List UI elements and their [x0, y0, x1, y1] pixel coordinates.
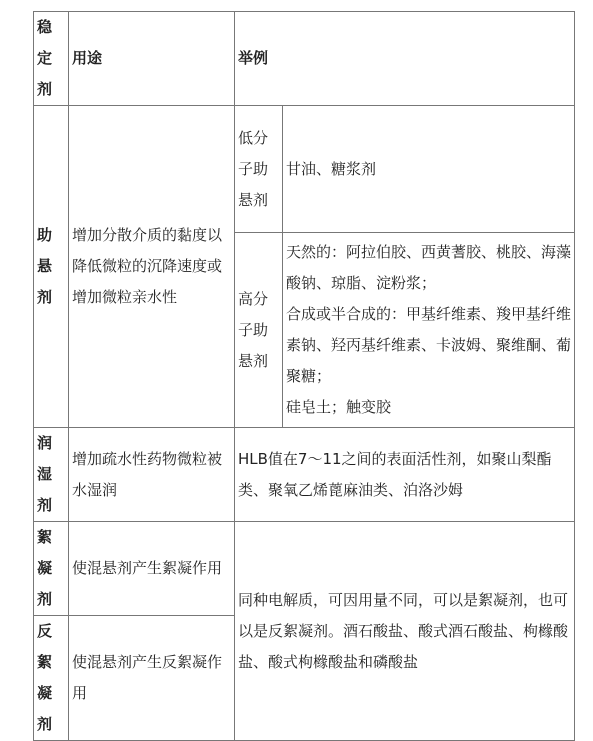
electrolyte-examples: 同种电解质，可因用量不同，可以是絮凝剂，也可以是反絮凝剂。酒石酸盐、酸式酒石酸盐、枸橼酸盐、酸式枸橼酸盐和磷酸盐 — [235, 522, 575, 741]
wetting-agent-examples: HLB值在7～11之间的表面活性剂，如聚山梨酯类、聚氧乙烯蓖麻油类、泊洛沙姆 — [235, 428, 575, 522]
natural-examples: 天然的：阿拉伯胶、西黄蓍胶、桃胶、海藻酸钠、琼脂、淀粉浆； — [286, 243, 572, 292]
flocculant-usage: 使混悬剂产生絮凝作用 — [69, 522, 235, 616]
suspending-agent-usage: 增加分散介质的黏度以降低微粒的沉降速度或增加微粒亲水性 — [69, 106, 235, 428]
table-row — [34, 428, 575, 522]
flocculant-name: 絮凝剂 — [34, 522, 69, 616]
synthetic-examples: 合成或半合成的：甲基纤维素、羧甲基纤维素钠、羟丙基纤维素、卡波姆、聚维酮、葡聚糖； — [286, 305, 572, 385]
suspending-agent-name: 助悬剂 — [34, 106, 69, 428]
other-examples: 硅皂土；触变胶 — [286, 398, 392, 416]
table-row — [34, 106, 575, 233]
wetting-agent-name: 润湿剂 — [34, 428, 69, 522]
table-header-row — [34, 12, 575, 106]
header-usage: 用途 — [69, 12, 235, 106]
deflocculant-usage: 使混悬剂产生反絮凝作用 — [69, 616, 235, 741]
high-molecular-label: 高分子助悬剂 — [235, 233, 283, 428]
low-molecular-examples: 甘油、糖浆剂 — [283, 106, 575, 233]
header-examples: 举例 — [235, 12, 575, 106]
deflocculant-name: 反絮凝剂 — [34, 616, 69, 741]
header-stabilizer: 稳定剂 — [34, 12, 69, 106]
high-molecular-examples — [283, 233, 575, 428]
low-molecular-label: 低分子助悬剂 — [235, 106, 283, 233]
table-row — [34, 522, 575, 616]
wetting-agent-usage: 增加疏水性药物微粒被水湿润 — [69, 428, 235, 522]
stabilizer-table — [33, 11, 575, 741]
